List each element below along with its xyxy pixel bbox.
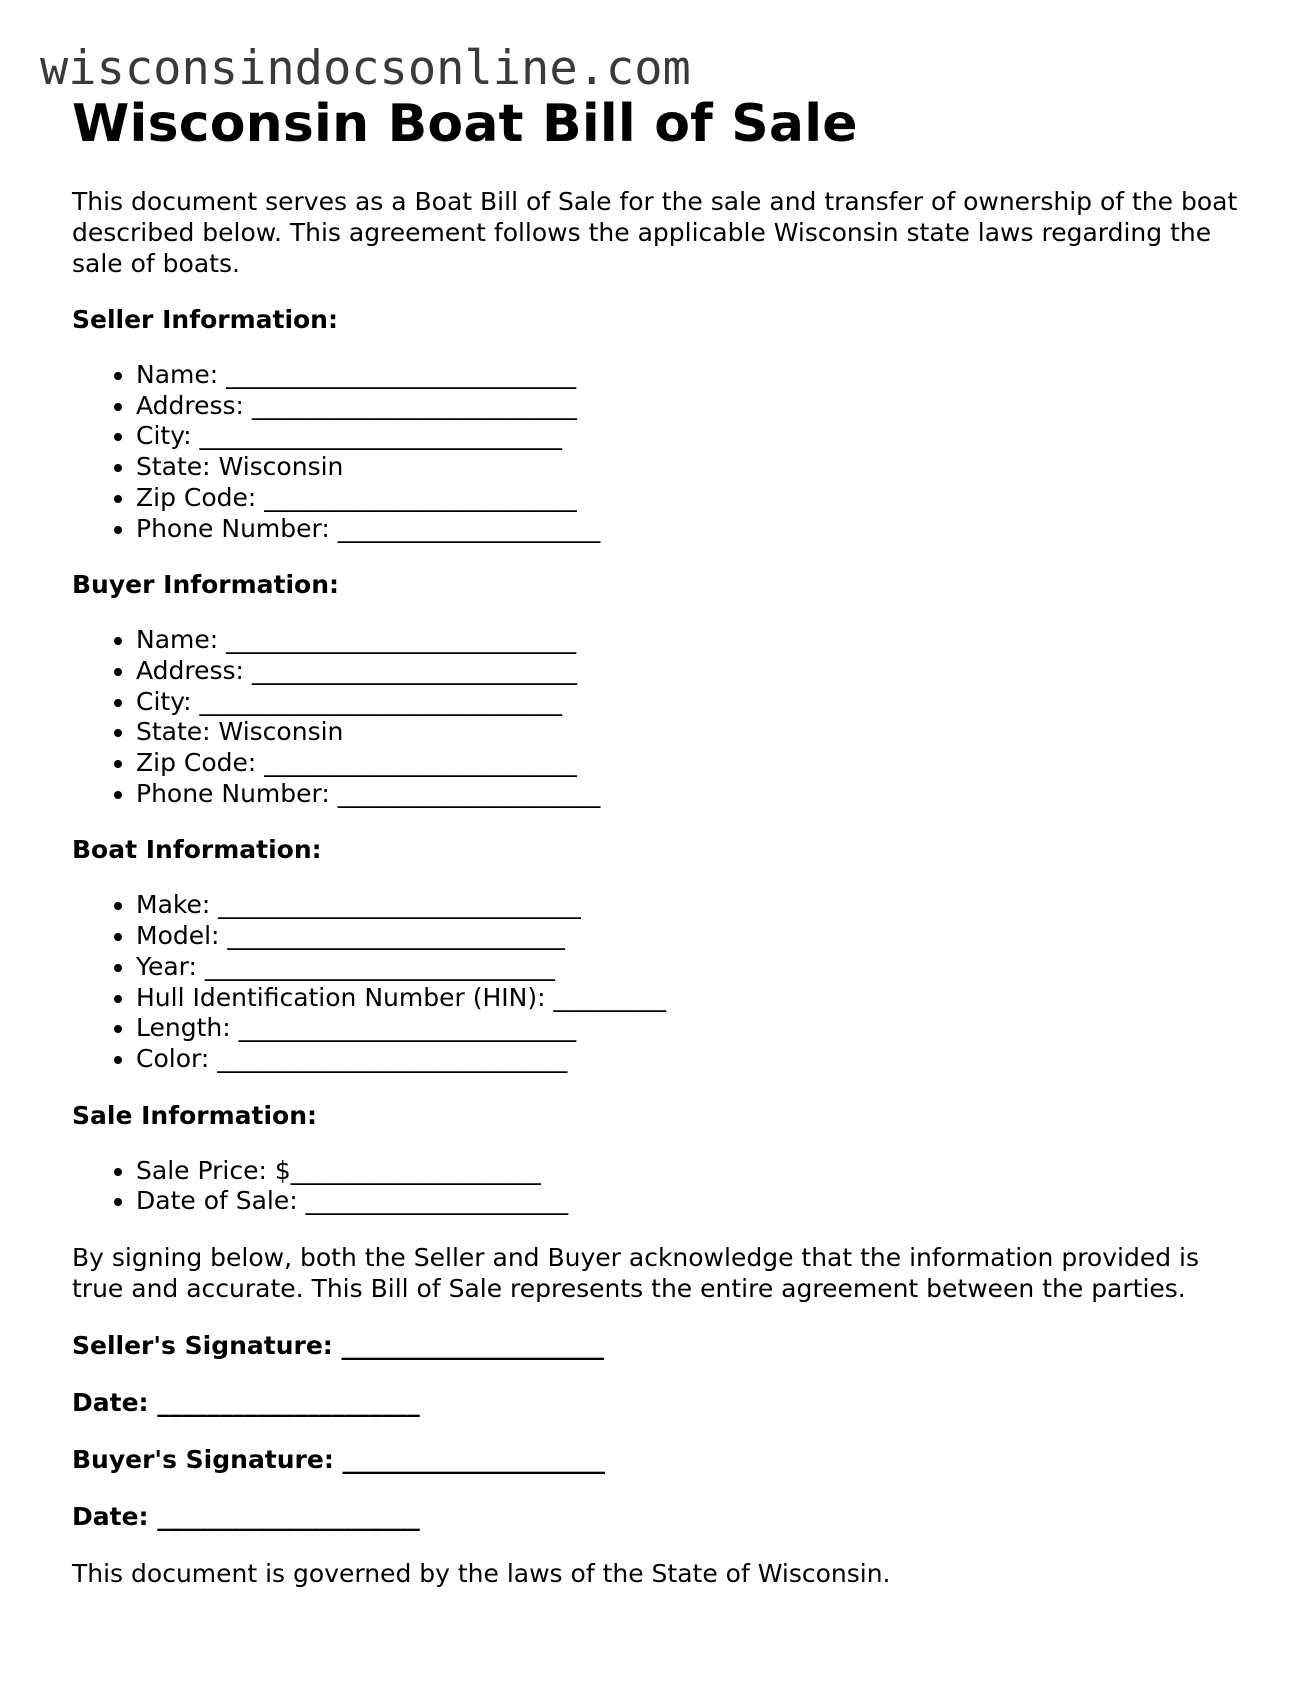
boat-model-field[interactable]: • Model: ___________________________ bbox=[136, 921, 1252, 952]
buyer-state-field: • State: Wisconsin bbox=[136, 717, 1252, 748]
buyer-zip-field[interactable]: • Zip Code: _________________________ bbox=[136, 748, 1252, 779]
buyer-phone-field[interactable]: • Phone Number: _____________________ bbox=[136, 779, 1252, 810]
sale-date-field[interactable]: • Date of Sale: _____________________ bbox=[136, 1186, 1252, 1217]
buyer-address-field[interactable]: • Address: __________________________ bbox=[136, 656, 1252, 687]
boat-length-field[interactable]: • Length: ___________________________ bbox=[136, 1013, 1252, 1044]
seller-address-field[interactable]: • Address: __________________________ bbox=[136, 391, 1252, 422]
boat-make-field[interactable]: • Make: _____________________________ bbox=[136, 890, 1252, 921]
buyer-section-heading: Buyer Information: bbox=[72, 570, 340, 600]
seller-zip-field[interactable]: • Zip Code: _________________________ bbox=[136, 483, 1252, 514]
sale-price-field[interactable]: • Sale Price: $____________________ bbox=[136, 1156, 1252, 1187]
bill-of-sale-document bbox=[72, 88, 1252, 1589]
buyer-signature-date-line[interactable]: Date: _____________________ bbox=[72, 1502, 420, 1532]
buyer-signature-line[interactable]: Buyer's Signature: _____________________ bbox=[72, 1445, 606, 1475]
seller-section-heading: Seller Information: bbox=[72, 305, 338, 334]
seller-phone-field[interactable]: • Phone Number: _____________________ bbox=[136, 514, 1252, 545]
seller-state-field: • State: Wisconsin bbox=[136, 452, 1252, 483]
site-watermark: wisconsindocsonline.com bbox=[40, 41, 691, 96]
boat-hin-field[interactable]: • Hull Identification Number (HIN): _________ bbox=[136, 983, 1252, 1014]
boat-year-field[interactable]: • Year: ____________________________ bbox=[136, 952, 1252, 983]
seller-field-list bbox=[72, 360, 1252, 544]
seller-signature-date-line[interactable]: Date: _____________________ bbox=[72, 1388, 420, 1418]
sale-field-list bbox=[72, 1156, 1252, 1217]
boat-section-heading: Boat Information: bbox=[72, 835, 322, 865]
document-title: Wisconsin Boat Bill of Sale bbox=[72, 94, 858, 154]
sale-section-heading: Sale Information: bbox=[72, 1100, 317, 1130]
buyer-name-field[interactable]: • Name: ____________________________ bbox=[136, 625, 1252, 656]
buyer-city-field[interactable]: • City: _____________________________ bbox=[136, 687, 1252, 718]
seller-name-field[interactable]: • Name: ____________________________ bbox=[136, 360, 1252, 391]
seller-signature-line[interactable]: Seller's Signature: _____________________ bbox=[72, 1331, 604, 1361]
governing-law-statement: This document is governed by the laws of the State of Wisconsin. bbox=[72, 1559, 891, 1589]
seller-city-field[interactable]: • City: _____________________________ bbox=[136, 421, 1252, 452]
intro-paragraph: This document serves as a Boat Bill of Sale for the sale and transfer of ownership of the boat described below. This agreement follows the applicable Wisconsin state laws regarding the sale of boats. bbox=[72, 187, 1238, 278]
boat-color-field[interactable]: • Color: ____________________________ bbox=[136, 1044, 1252, 1075]
acknowledgment-paragraph: By signing below, both the Seller and Buyer acknowledge that the information provided is true and accurate. This Bill of Sale represents the entire agreement between the parties. bbox=[72, 1243, 1199, 1304]
buyer-field-list bbox=[72, 625, 1252, 809]
boat-field-list bbox=[72, 890, 1252, 1074]
